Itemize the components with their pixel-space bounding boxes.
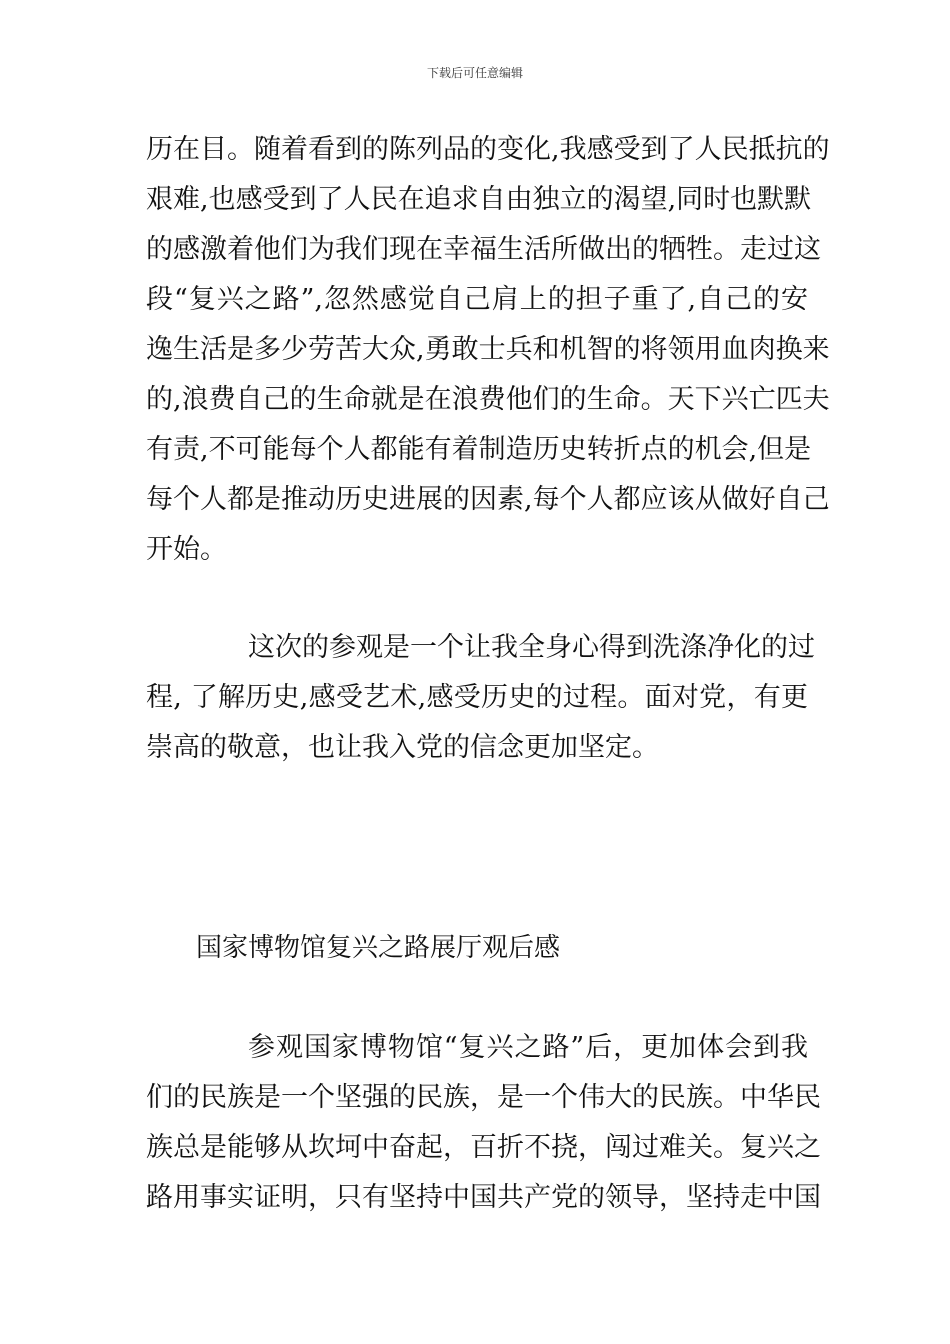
paragraph-3-line-3: 族总是能够从坎坷中奋起，百折不挠，闯过难关。复兴之 (146, 1132, 821, 1163)
paragraph-1-line-1: 历在目。随着看到的陈列品的变化,我感受到了人民抵抗的 (146, 134, 830, 165)
paragraph-1-line-5: 逸生活是多少劳苦大众,勇敢士兵和机智的将领用血肉换来 (146, 334, 830, 365)
paragraph-2-line-1: 这次的参观是一个让我全身心得到洗涤净化的过 (248, 632, 815, 663)
page-header: 下载后可任意编辑 (426, 66, 523, 80)
paragraph-3-line-2: 们的民族是一个坚强的民族，是一个伟大的民族。中华民 (146, 1082, 821, 1113)
paragraph-1-line-3: 的感激着他们为我们现在幸福生活所做出的牺牲。走过这 (146, 234, 821, 265)
paragraph-2-line-2: 程, 了解历史,感受艺术,感受历史的过程。面对党，有更 (146, 682, 808, 713)
paragraph-1-line-2: 艰难,也感受到了人民在追求自由独立的渴望,同时也默默 (146, 184, 812, 215)
paragraph-2-line-3: 崇高的敬意，也让我入党的信念更加坚定。 (146, 732, 659, 763)
paragraph-3-line-4: 路用事实证明，只有坚持中国共产党的领导，坚持走中国 (146, 1182, 821, 1213)
section-title: 国家博物馆复兴之路展厅观后感 (196, 933, 561, 963)
paragraph-3-line-1: 参观国家博物馆“复兴之路”后，更加体会到我 (248, 1032, 808, 1063)
paragraph-1-line-7: 有责,不可能每个人都能有着制造历史转折点的机会,但是 (146, 434, 812, 465)
paragraph-1-line-6: 的,浪费自己的生命就是在浪费他们的生命。天下兴亡匹夫 (146, 384, 830, 415)
paragraph-1-line-9: 开始。 (146, 534, 227, 565)
paragraph-1-line-8: 每个人都是推动历史进展的因素,每个人都应该从做好自己 (146, 484, 830, 515)
paragraph-1-line-4: 段“复兴之路”,忽然感觉自己肩上的担子重了,自己的安 (146, 284, 808, 315)
